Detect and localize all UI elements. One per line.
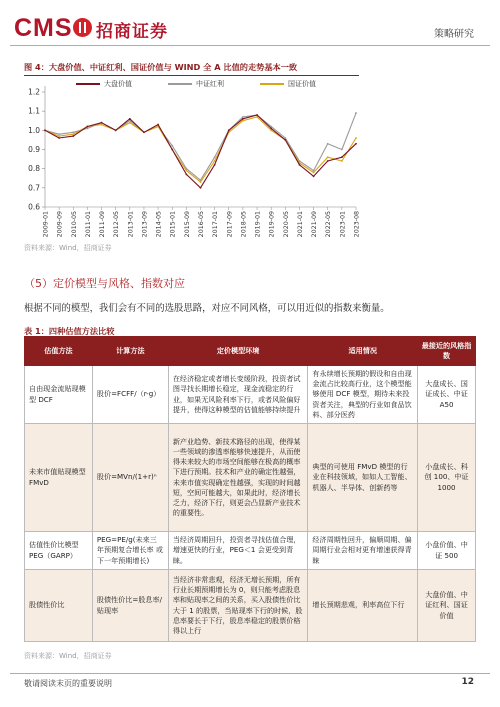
table-cell-calc: 股价=MVn/(1+r)ⁿ (92, 424, 168, 532)
table-cell-index: 小盘成长、科创 100、中证 1000 (418, 424, 476, 532)
table-cell-index: 大盘成长、国证成长、中证 A50 (418, 366, 476, 424)
series-point (313, 175, 315, 177)
series-point (327, 143, 329, 145)
table-row (25, 532, 476, 570)
series-point (341, 156, 343, 158)
table-cell-use: 经济周期性回升，偏顺周期、偏周期行业会相对更有增速获得青睐 (308, 532, 418, 570)
x-tick-label: 2023-01 (339, 211, 347, 238)
footer-divider (10, 673, 490, 674)
series-point (101, 122, 103, 124)
series-point (58, 135, 60, 137)
series-point (242, 118, 244, 120)
y-tick-label: 1.2 (28, 87, 40, 97)
footer-disclaimer: 敬请阅读末页的重要说明 (24, 679, 112, 688)
series-point (58, 133, 60, 135)
series-point (327, 160, 329, 162)
series-point (341, 149, 343, 151)
series-point (87, 128, 89, 130)
x-tick-label: 2011-01 (84, 211, 92, 238)
x-tick-label: 2009-01 (42, 211, 50, 238)
series-point (355, 137, 357, 139)
table-header-cell: 定价模型环境 (168, 337, 308, 366)
y-tick-label: 0.6 (28, 202, 40, 212)
x-tick-label: 2013-01 (127, 211, 135, 238)
series-point (129, 118, 131, 120)
series-point (185, 174, 187, 176)
table-cell-method: 未来市值贴现模型 FMvD (25, 424, 93, 532)
series-point (228, 129, 230, 131)
series-point (101, 124, 103, 126)
series-point (355, 112, 357, 114)
table-cell-use: 典型的可使用 FMvD 模型的行业在科技领域，如如人工智能、机器人、半导体、创新药等 (308, 424, 418, 532)
series-point (58, 137, 60, 139)
series-point (72, 131, 74, 133)
series-point (313, 172, 315, 174)
table-row (25, 424, 476, 532)
section-paragraph: 根据不同的模型，我们会有不同的选股思路，对应不同风格，可以用近似的指数来衡量。 (24, 303, 390, 314)
x-tick-label: 2011-09 (99, 211, 107, 238)
table-cell-calc: PEG=PE/g(未来三年预期复合增长率 或 下一年预期增长) (92, 532, 168, 570)
x-tick-label: 2021-09 (311, 211, 319, 238)
table-cell-use: 有永续增长预期的假设和自由现金流占比较高行业，这个模型能够使用 DCF 模型，期待未来投资者关注，典型的行业如食品饮料、部分医药 (308, 366, 418, 424)
logo-company-name: 招商证券 (96, 22, 168, 42)
logo-cms-text: CMS (14, 14, 73, 42)
series-point (185, 170, 187, 172)
x-tick-label: 2010-05 (70, 211, 78, 238)
y-tick-label: 0.8 (28, 164, 40, 174)
section-title: （5）定价模型与风格、指数对应 (24, 277, 185, 290)
table-header-cell: 最接近的风格指数 (418, 337, 476, 366)
table-cell-use: 增长预期悲观，利率高位下行 (308, 570, 418, 642)
table-cell-method: 自由现金流贴现模型 DCF (25, 366, 93, 424)
table-cell-env: 当经济非常悲观，经济无增长预期，所有行业长期预期增长为 0，则只能考虑股息率和贴现率之间的关系，买入股债性价比大于 1 的股票，当贴现率下行的时候，股息率要长于下行，股息率稳定的股票价格得以上行 (168, 570, 308, 642)
series-point (214, 160, 216, 162)
series-point (327, 156, 329, 158)
x-tick-label: 2015-09 (183, 211, 191, 238)
valuation-methods-table (24, 336, 476, 642)
table-row (25, 366, 476, 424)
table-header-cell: 估值方法 (25, 337, 93, 366)
table-cell-env: 当经济周期回升，投资者寻找估值合理，增速更快的行业，PEG＜1 会更受到青睐。 (168, 532, 308, 570)
page-number: 12 (461, 677, 474, 687)
x-tick-label: 2014-05 (155, 211, 163, 238)
series-point (87, 126, 89, 128)
series-point (171, 145, 173, 147)
table-row (25, 570, 476, 642)
table-title: 表 1：四种估值方法比较 (24, 326, 115, 336)
series-point (200, 181, 202, 183)
report-section-label: 策略研究 (434, 29, 474, 40)
table-cell-env: 新产业趋势、新技术路径的出现，使得某一些领域的渗透率能够快速提升，从而使得未来较大的市场空间能够在极高的概率下进行预期。技术和产业的确定性越强，未来市值实现确定性越强，实现的时间越短，空间可能越大，如果此时，经济增长乏力，经济下行，则更会凸显新产业技术的重要性。 (168, 424, 308, 532)
series-point (299, 164, 301, 166)
series-point (242, 120, 244, 122)
table-cell-method: 估值性价比模型 PEG（GARP） (25, 532, 93, 570)
series-point (72, 133, 74, 135)
series-point (270, 129, 272, 131)
x-tick-label: 2016-05 (198, 211, 205, 238)
series-point (284, 139, 286, 141)
x-tick-label: 2012-05 (113, 211, 121, 238)
series-point (284, 137, 286, 139)
y-tick-label: 0.7 (28, 183, 40, 193)
y-tick-label: 1.0 (28, 125, 40, 135)
series-point (242, 116, 244, 118)
table-header-cell: 适用情况 (308, 337, 418, 366)
x-tick-label: 2009-09 (56, 211, 64, 238)
series-point (256, 114, 258, 116)
table-cell-index: 大盘价值、中证红利、国证价值 (418, 570, 476, 642)
series-point (143, 131, 145, 133)
x-tick-label: 2021-01 (296, 211, 304, 238)
figure-title: 图 4：大盘价值、中证红利、国证价值与 WIND 全 A 比值的走势基本一致 (24, 62, 298, 72)
x-tick-label: 2023-08 (353, 211, 361, 238)
series-point (115, 129, 117, 131)
table-cell-index: 小盘价值、中证 500 (418, 532, 476, 570)
line-chart (0, 0, 500, 260)
table-header-cell: 计算方法 (92, 337, 168, 366)
series-point (171, 149, 173, 151)
table-source: 资料来源：Wind，招商证券 (24, 652, 112, 660)
x-tick-label: 2022-05 (325, 211, 333, 238)
y-tick-label: 1.1 (28, 106, 40, 116)
x-tick-label: 2013-09 (141, 211, 149, 238)
series-point (157, 124, 159, 126)
x-tick-label: 2015-01 (169, 211, 177, 238)
x-tick-label: 2017-01 (212, 211, 220, 238)
figure-source: 资料来源：Wind，招商证券 (24, 244, 112, 252)
table-cell-calc: 股价=FCFF/（r-g） (92, 366, 168, 424)
x-tick-label: 2018-05 (240, 211, 248, 238)
series-point (214, 164, 216, 166)
series-point (341, 160, 343, 162)
y-tick-label: 0.9 (28, 145, 40, 154)
x-tick-label: 2017-09 (226, 210, 234, 238)
series-point (355, 143, 357, 145)
legend-label: 中证红利 (196, 80, 224, 88)
x-tick-label: 2019-09 (268, 211, 276, 238)
series-point (72, 135, 74, 137)
series-point (44, 129, 46, 131)
table-cell-calc: 股债性价比=股息率/贴现率 (92, 570, 168, 642)
x-tick-label: 2020-05 (282, 211, 290, 238)
series-point (200, 187, 202, 189)
series-point (270, 128, 272, 130)
series-line (45, 115, 356, 188)
table-header-row (25, 337, 476, 366)
table-cell-env: 在经济稳定或者增长变缓阶段，投资者试图寻找长期增长稳定，现金流稳定的行业，如果无风险利率下行，或者风险偏好提升，使得这种模型的估值能够持续提升 (168, 366, 308, 424)
series-point (129, 122, 131, 124)
series-point (214, 156, 216, 158)
table-cell-method: 股债性价比 (25, 570, 93, 642)
legend-label: 大盘价值 (104, 80, 132, 88)
legend-label: 国证价值 (288, 80, 316, 88)
x-tick-label: 2019-01 (254, 211, 262, 238)
